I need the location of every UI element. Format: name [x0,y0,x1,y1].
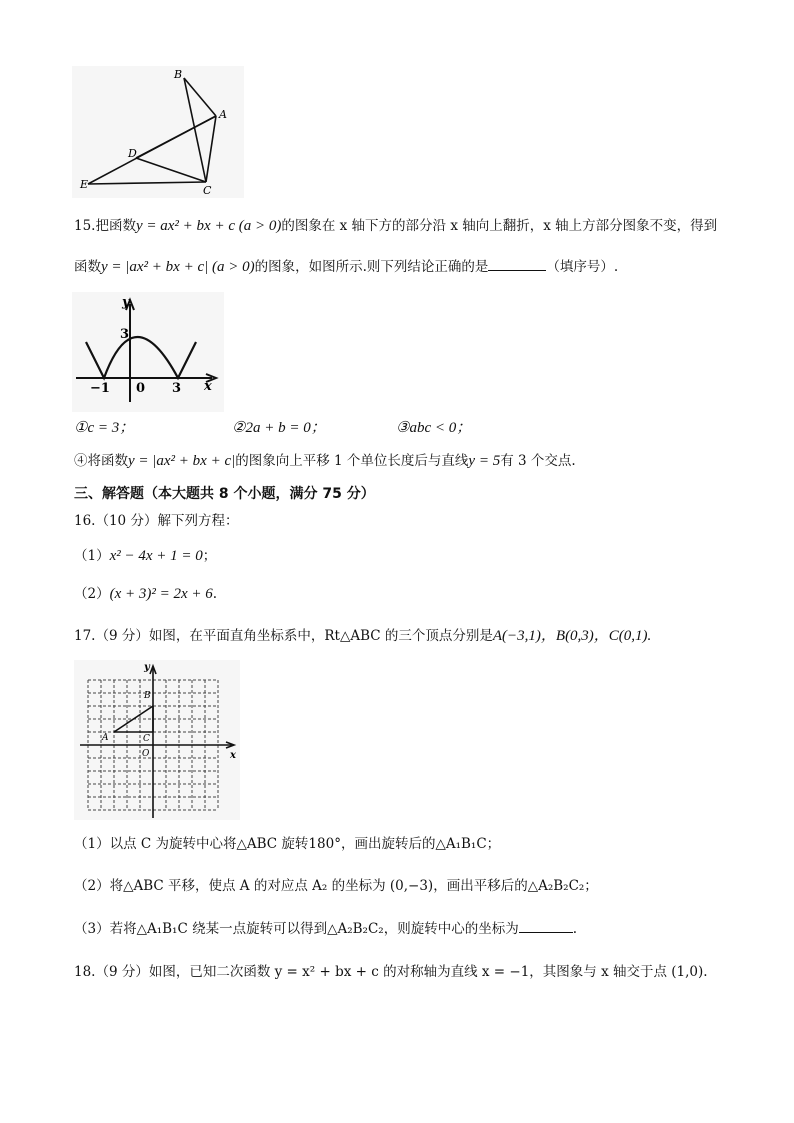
q17-part1: （1）以点 C 为旋转中心将△ABC 旋转180°，画出旋转后的△A₁B₁C； [74,836,501,852]
q15-option-3: ③abc < 0； [396,420,472,436]
section-title: 三、解答题（本大题共 8 个小题，满分 75 分） [74,486,375,502]
q16-part1: （1）x² − 4x + 1 = 0； [74,548,217,564]
q15-line2: 函数y = |ax² + bx + c| (a > 0)的图象，如图所示.则下列结论正确的是 （填序号）. [74,256,618,277]
abs-parabola-graph [72,292,224,412]
label-d: D [128,147,137,160]
q16-title: 16.（10 分）解下列方程： [74,513,239,529]
q17-stem: 17.（9 分）如图，在平面直角坐标系中，Rt△ABC 的三个顶点分别是A(−3,1)，B(0,3)，C(0,1). [74,628,652,644]
answer-blank[interactable] [488,256,546,271]
tick-3-x: 3 [172,381,182,396]
q15-options: ①c = 3； [74,420,135,436]
grid-y-label: y [144,662,150,673]
label-b: B [174,68,183,81]
answer-blank[interactable] [519,918,573,933]
q15-option-2: ②2a + b = 0； [232,420,326,436]
x-axis-label: x [204,379,212,394]
q15-line1: 15.把函数y = ax² + bx + c (a > 0)的图象在 x 轴下方的部分沿 x 轴向上翻折，x 轴上方部分图象不变，得到 [74,218,718,234]
grid-x-label: x [230,750,236,761]
geometry-figure [72,66,244,198]
label-a: A [219,108,227,121]
grid-label-c: C [143,734,150,744]
q16-part2: （2）(x + 3)² = 2x + 6. [74,586,218,602]
q18-stem: 18.（9 分）如图，已知二次函数 y = x² + bx + c 的对称轴为直线 x = −1，其图象与 x 轴交于点 (1,0). [74,964,708,980]
tick-0: 0 [136,381,146,396]
label-e: E [80,178,89,191]
label-c: C [203,184,212,197]
q17-part3: （3）若将△A₁B₁C 绕某一点旋转可以得到△A₂B₂C₂，则旋转中心的坐标为 . [74,918,577,939]
q15-option-4: ④将函数y = |ax² + bx + c|的图象向上平移 1 个单位长度后与直线y = 5有 3 个交点. [74,453,576,469]
grid-label-a: A [102,733,109,743]
tick-3-y: 3 [120,327,130,342]
y-axis-label: y [122,295,130,310]
q17-part2: （2）将△ABC 平移，使点 A 的对应点 A₂ 的坐标为 (0,−3)，画出平移后的△A₂B₂C₂； [74,878,598,894]
grid-label-b: B [144,691,151,701]
grid-label-o: O [142,749,150,759]
tick-neg1: −1 [90,381,110,396]
coordinate-grid [74,660,240,820]
